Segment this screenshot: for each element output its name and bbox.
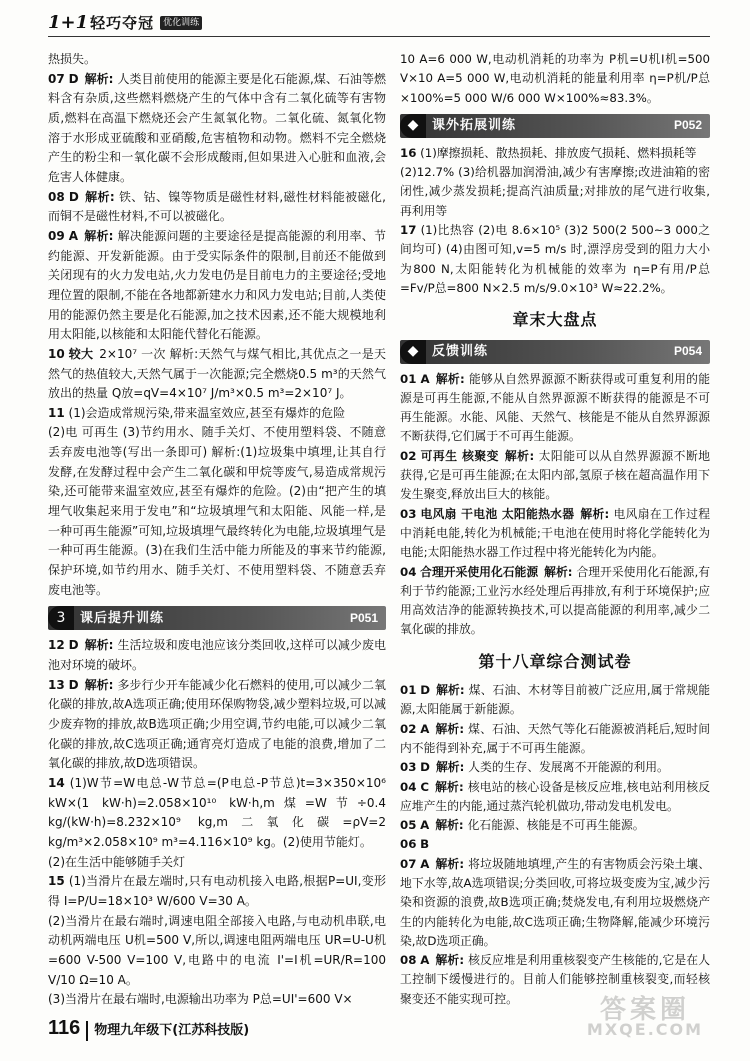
- analysis-label: 解析:: [84, 189, 115, 204]
- item-text: 人类目前使用的能源主要是化石能源,煤、石油等燃料含有杂质,这些燃料燃烧产生的气体中含有二氧化硫等有害物质,燃料在高温下燃烧还会产生氮氧化物。二氧化硫、氮氧化物溶于水形成亚硫酸和亚硝酸,危害植物和动物。燃料不完全燃烧产生的粉尘和一氧化碳不会形成酸雨,但如果进入心脏和血液,会危害人体健康。: [48, 71, 386, 184]
- item-number: 03: [400, 506, 417, 521]
- section-after-class: [48, 606, 386, 630]
- item-number: 15: [48, 874, 65, 889]
- item-number: 13: [48, 677, 65, 692]
- analysis-label: 解析:: [580, 506, 610, 521]
- answer-item: [48, 404, 386, 424]
- item-answer: B: [420, 837, 430, 852]
- page-number: 116: [48, 1017, 81, 1039]
- answer-item: [48, 345, 386, 404]
- analysis-label: 解析:: [435, 818, 464, 833]
- item-text: (1)当滑片在最左端时,只有电动机接入电路,根据P=UI,变形得 I=P/U=18×10³ W/600 V=30 A。: [48, 874, 386, 908]
- site-watermark: [570, 995, 720, 1060]
- answer-item: [400, 563, 710, 640]
- item-text: 能够从自然界源源不断获得或可重复利用的能源是可再生能源,不能从自然界源源不断获得的能源是不可再生能源。水能、风能、天然气、核能是不能从自然界源源不断获得,它们属于不可再生能源。: [400, 371, 711, 444]
- item-number: 10: [48, 346, 65, 361]
- page-footer: [48, 1018, 249, 1041]
- analysis-label: 解析:: [436, 683, 465, 698]
- answer-item: [400, 681, 710, 720]
- item-number: 04: [400, 779, 417, 794]
- section-bar-left: [400, 340, 488, 364]
- brand-tag: 优化训练: [160, 16, 202, 30]
- item-number: 08: [400, 953, 417, 968]
- analysis-label: 解析:: [435, 856, 465, 871]
- item-number: 01: [400, 371, 417, 386]
- item-answer: 合理开采使用化石能源: [420, 564, 539, 579]
- item-answer: D: [68, 71, 79, 86]
- analysis-label: 解析:: [435, 760, 465, 775]
- analysis-label: 解析:: [434, 779, 464, 794]
- item-number: 07: [400, 856, 417, 871]
- section-page-ref: P052: [673, 118, 702, 133]
- item-number: 07: [48, 71, 65, 86]
- item-answer: D: [420, 760, 430, 775]
- item-text: 解决能源问题的主要途径是提高能源的利用率、节约能源、开发新能源。由于受实际条件的限制,目前还不能做到关闭现有的火力发电站,火力发电仍是目前电力的主要途径;受地理位置的限制,不能在各地都新建水力和风力发电站;目前,人类使用的能源仍然主要是化石能源,加之技术因素,还不能大规模地利用太阳能,以核能和太阳能代替化石能源。: [48, 228, 386, 342]
- item-text: 热损失。: [48, 52, 97, 66]
- chapter-test-title: 第十八章综合测试卷: [478, 651, 632, 671]
- section-title: 反馈训练: [432, 343, 489, 359]
- answer-item: [400, 758, 710, 777]
- item-number: 06: [400, 837, 417, 852]
- section-page-ref: P051: [349, 610, 378, 625]
- answer-item: [48, 50, 386, 70]
- answer-item: [400, 855, 710, 951]
- analysis-label: 解析:: [84, 638, 114, 653]
- answer-item: [48, 636, 386, 675]
- brand-logo: [48, 12, 708, 34]
- item-text: 核电站的核心设备是核反应堆,核电站利用核反应堆产生的内能,通过蒸汽轮机做功,带动发电机发电。: [400, 779, 711, 813]
- item-text: 太阳能可以从自然界源源不断地获得,它是可再生能源;在太阳内部,氢原子核在超高温作用下发生聚变,释放出巨大的核能。: [400, 448, 711, 502]
- header-rule: [48, 36, 710, 37]
- answer-item: [48, 912, 386, 991]
- item-number: 01: [400, 683, 417, 698]
- item-number: 14: [48, 775, 65, 790]
- left-column: [48, 50, 386, 1010]
- item-answer: A: [420, 721, 430, 736]
- item-number: 17: [400, 223, 417, 238]
- item-number: 05: [400, 818, 417, 833]
- item-number: 09: [48, 228, 65, 243]
- item-text: 合理开采使用化石能源,有利于节约能源;工业污水经处理后再排放,有利于环境保护;应用高效洁净的能源转换技术,可以提高能源的利用率,减少二氧化碳的排放。: [400, 564, 710, 637]
- item-text: 化石能源、核能是不可再生能源。: [467, 818, 645, 833]
- watermark-top: 答案圈: [599, 995, 690, 1025]
- section-page-ref: P054: [673, 343, 702, 358]
- item-text: 核反应堆是利用重核裂变产生核能的,它是在人工控制下缓慢进行的。目前人们能够控制重核裂变,而轻核聚变还不能实现可控。: [400, 953, 710, 1006]
- item-answer: D: [68, 638, 79, 653]
- page-header: [48, 12, 708, 42]
- right-column: [400, 50, 710, 1009]
- item-answer: A: [420, 818, 430, 833]
- answer-item: [48, 676, 386, 774]
- item-text: (2)在生活中能够随手关灯: [48, 854, 185, 869]
- section-bar-left: [48, 606, 164, 630]
- item-text: 煤、石油、天然气等化石能源被消耗后,短时间内不能得到补充,属于不可再生能源。: [400, 721, 710, 755]
- section-bar-left: [400, 114, 516, 138]
- analysis-label: 解析:: [504, 448, 535, 463]
- book-title: 物理九年级下(江苏科技版): [86, 1021, 249, 1041]
- item-text: (1)W节=W电总-W节总=(P电总-P节总)t=3×350×10⁶ kW×(1 kW·h)=2.058×10¹⁰ kW·h,m煤=W节÷0.4 kg/(kW·h)=8.232×10⁹ kg,m二氧化碳=ρV=2 kg/m³×2.058×10⁹ m³=4.116×10⁹ kg。(2)使用节能灯。: [48, 775, 386, 849]
- item-number: 04: [400, 564, 417, 579]
- section-icon: ◆: [400, 340, 426, 364]
- answer-item: [48, 188, 386, 227]
- item-text: 10 A=6 000 W,电动机消耗的功率为 P机=U机I机=500 V×10 A=5 000 W,电动机消耗的能量利用率 η=P机/P总×100%=5 000 W/6 000 W×100%≈83.3%。: [400, 52, 710, 105]
- analysis-label: 解析:: [84, 677, 114, 692]
- section-extension: [400, 114, 710, 138]
- item-text: 电风扇在工作过程中消耗电能,转化为机械能;干电池在使用时将化学能转化为电能;太阳能热水器工作过程中将光能转化为内能。: [400, 506, 710, 560]
- item-text: (2)电 可再生 (3)节约用水、随手关灯、不使用塑料袋、不随意丢弃废电池等(写出一条即可) 解析:(1)垃圾集中填埋,让其自行发酵,在发酵过程中会产生二氧化碳和甲烷等废气,易造成常规污染,还可能带来温室效应,甚至有爆炸的危险。(2)由“把产生的填埋气收集起来用于发电”和“垃圾填埋气和太阳能、风能一样,是一种可再生能源”可知,垃圾填埋气最终转化为电能,垃圾填埋气是一种可再生能源。(3)在我们生活中能力所能及的事来节约能源,保护环境,如节约用水、随手关灯、不使用塑料袋、不随意丢弃废电池等。: [48, 425, 386, 597]
- item-number: 08: [48, 189, 65, 204]
- brand-mark: 1+1: [48, 12, 89, 33]
- answer-item: [400, 447, 710, 505]
- analysis-label: 解析:: [435, 953, 465, 968]
- item-text: (1)摩擦损耗、散热损耗、排放废气损耗、燃料损耗等: [420, 145, 697, 160]
- answer-item: [48, 70, 386, 188]
- item-answer: 电风扇 干电池 太阳能热水器: [420, 506, 575, 521]
- item-answer: 可再生 核聚变: [420, 448, 499, 463]
- item-text: (2)12.7% (3)给机器加润滑油,减少有害摩擦;改进油箱的密闭性,减少蒸发损耗;提高汽油质量;对排放的尾气进行收集,再利用等: [400, 165, 710, 218]
- analysis-label: 解析:: [544, 564, 573, 579]
- answer-item: [48, 853, 386, 873]
- item-text: 铁、钴、镍等物质是磁性材料,磁性材料能被磁化,而铜不是磁性材料,不可以被磁化。: [48, 189, 386, 224]
- item-text: (2)当滑片在最右端时,调速电阻全部接入电路,与电动机串联,电动机两端电压 U机=500 V,所以,调速电阻两端电压 UR=U-U机=600 V-500 V=100 V,电路中的电流 I'=I机=UR/R=100 V/10 Ω=10 A。: [48, 913, 386, 987]
- item-text: 人类的生存、发展离不开能源的利用。: [468, 760, 669, 775]
- answer-item: [400, 370, 710, 447]
- item-text: 将垃圾随地填埋,产生的有害物质会污染土壤、地下水等,故A选项错误;分类回收,可将垃圾变废为宝,减少污染和资源的浪费,故B选项正确;焚烧发电,有利用垃圾燃烧产生的内能转化为电能,故C选项正确;生物降解,能减少环境污染,故D选项正确。: [400, 856, 710, 948]
- section-title: 课外拓展训练: [432, 118, 517, 134]
- answer-item: [400, 835, 710, 854]
- section-feedback: [400, 340, 710, 364]
- answer-item: [48, 872, 386, 911]
- brand-name: 轻巧夺冠: [90, 14, 155, 32]
- analysis-label: 解析:: [84, 228, 114, 243]
- item-answer: A: [420, 371, 430, 386]
- item-text: (1)比热容 (2)电 8.6×10⁵ (3)2 500(2 500~3 000之间均可) (4)由图可知,v=5 m/s 时,漂浮房受到的阻力大小为800 N,太阳能转化为机械能的效率为 η=P有用/P总=Fv/P总=800 N×2.5 m/s/9.0×10³ W≈22.2%。: [400, 223, 711, 295]
- answer-item: [48, 423, 386, 600]
- item-number: 11: [48, 405, 65, 420]
- item-answer: D: [68, 189, 79, 204]
- section-icon: ◆: [400, 114, 426, 138]
- analysis-label: 解析:: [435, 721, 465, 736]
- section-title: 课后提升训练: [80, 610, 165, 626]
- item-answer: 较大: [68, 346, 94, 361]
- item-text: 煤、石油、木材等目前被广泛应用,属于常规能源,太阳能属于新能源。: [400, 683, 711, 717]
- item-text: 生活垃圾和废电池应该分类回收,这样可以减少废电池对环境的破坏。: [48, 638, 386, 673]
- item-number: 16: [400, 145, 417, 160]
- section-icon: 3: [48, 606, 74, 630]
- item-text: 2×10⁷ 一次 解析:天然气与煤气相比,其优点之一是天然气的热值较大,天然气属于一次能源;完全燃烧0.5 m³的天然气放出的热量 Q放=qV=4×10⁷ J/m³×0.5 m³=2×10⁷ J。: [48, 346, 386, 401]
- item-answer: A: [420, 953, 430, 968]
- item-text: (1)会造成常规污染,带来温室效应,甚至有爆炸的危险: [68, 405, 346, 420]
- answer-item: [400, 221, 710, 298]
- item-number: 03: [400, 760, 417, 775]
- item-number: 02: [400, 448, 417, 463]
- answer-item: [400, 144, 710, 163]
- analysis-label: 解析:: [435, 371, 465, 386]
- watermark-bottom: MXQE.COM: [586, 1020, 704, 1039]
- answer-item: [48, 774, 386, 853]
- answer-item: [400, 163, 710, 221]
- item-answer: A: [68, 228, 79, 243]
- answer-item: [400, 50, 710, 108]
- item-number: 12: [48, 638, 65, 653]
- answer-item: [400, 720, 710, 759]
- item-text: (3)当滑片在最右端时,电源输出功率为 P总=UI'=600 V×: [48, 992, 353, 1007]
- answer-item: [400, 816, 710, 835]
- answer-item: [48, 227, 386, 345]
- item-text: 多步行少开车能减少化石燃料的使用,可以减少二氧化碳的排放,故A选项正确;使用环保购物袋,减少塑料垃圾,可以减少废弃物的排放,故B选项正确;少用空调,节约电能,可以减少二氧化碳的排放,故C选项正确;通宵亮灯造成了电能的浪费,增加了二氧化碳的排放,故D选项错误。: [48, 677, 386, 771]
- analysis-label: 解析:: [84, 71, 114, 86]
- item-answer: D: [420, 683, 431, 698]
- item-answer: C: [420, 779, 429, 794]
- item-number: 02: [400, 721, 417, 736]
- answer-item: [400, 505, 710, 563]
- answer-item: [48, 990, 386, 1010]
- item-answer: D: [68, 677, 79, 692]
- item-answer: A: [420, 856, 430, 871]
- chapter-review-title: 章末大盘点: [512, 310, 598, 330]
- answer-item: [400, 778, 710, 817]
